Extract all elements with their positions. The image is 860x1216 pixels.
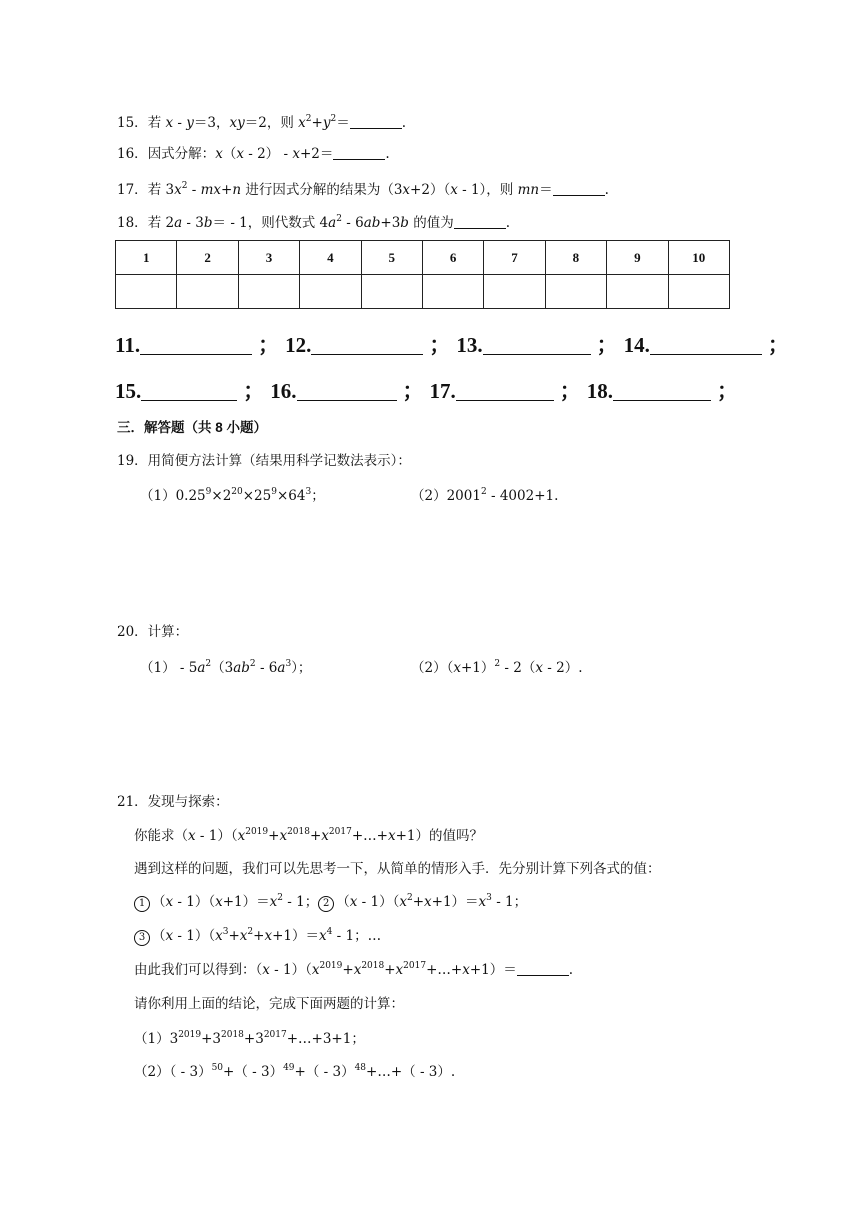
question-21-part-2: （2）（ - 3）$^{50}$+（ - 3）$^{49}$+（ - 3）$^{48}$+…+（ - 3）. xyxy=(134,1063,456,1080)
answer-blank[interactable] xyxy=(140,334,252,355)
answer-blank[interactable] xyxy=(553,182,605,196)
question-20-part-2: $(2)(x+1)^2 - 2(x - 2)$. xyxy=(411,659,583,676)
answer-line-row-2 xyxy=(115,378,744,404)
answer-table-header: 1 xyxy=(116,241,177,275)
answer-blank[interactable] xyxy=(297,380,397,401)
circled-number: 3 xyxy=(134,930,150,946)
answer-label: 13. xyxy=(456,333,483,357)
answer-blank[interactable] xyxy=(613,380,711,401)
answer-blank[interactable] xyxy=(311,334,423,355)
answer-cell[interactable] xyxy=(607,275,668,309)
answer-table-header: 6 xyxy=(422,241,483,275)
answer-table-header: 9 xyxy=(607,241,668,275)
question-21-line-4: 3 $(x - 1)(x^3+x^2+x+1)=x^4 - 1$；… xyxy=(134,927,381,946)
answer-line-row-1 xyxy=(115,332,795,358)
separator: ； xyxy=(243,379,265,403)
separator: ； xyxy=(402,379,424,403)
answer-blank[interactable] xyxy=(517,962,569,976)
answer-table-input-row xyxy=(116,275,730,309)
answer-blank[interactable] xyxy=(650,334,762,355)
answer-label: 15. xyxy=(115,379,142,403)
answer-blank[interactable] xyxy=(456,380,554,401)
answer-table-header: 7 xyxy=(484,241,545,275)
question-19-stem: 19．用简便方法计算（结果用科学记数法表示）： xyxy=(117,453,411,469)
answer-label: 14. xyxy=(623,333,650,357)
answer-blank[interactable] xyxy=(333,146,385,160)
separator: ； xyxy=(258,333,280,357)
circled-number: 2 xyxy=(318,896,334,912)
answer-table-header-row xyxy=(116,241,730,275)
answer-cell[interactable] xyxy=(545,275,606,309)
answer-blank[interactable] xyxy=(454,215,506,229)
answer-cell[interactable] xyxy=(484,275,545,309)
circled-number: 1 xyxy=(134,896,150,912)
question-16: 16．因式分解：x（x - 2） - x+2＝ . xyxy=(117,146,390,162)
answer-blank[interactable] xyxy=(141,380,237,401)
question-15: 15．若 x - y＝3，xy＝2，则 $x^2+y^2=$ . xyxy=(117,114,406,131)
answer-cell[interactable] xyxy=(300,275,361,309)
answer-table xyxy=(115,240,730,309)
question-18: 18．若 2a - 3b＝ - 1，则代数式 $4a^2 - 6ab+3b$ 的值为 . xyxy=(117,214,511,231)
separator: ； xyxy=(596,333,618,357)
answer-table-header: 2 xyxy=(177,241,238,275)
answer-cell[interactable] xyxy=(238,275,299,309)
question-20-stem: 20．计算： xyxy=(117,624,189,640)
question-19-part-2: （2）2001$^2$ - 4002+1. xyxy=(411,487,559,504)
question-21-line-5: 由此我们可以得到：$(x - 1)(x^{2019}+x^{2018}+x^{2017}+\dots+x+1)=$ . xyxy=(134,961,574,978)
question-19-part-1: $(1)0.25^9\times 2^{20}\times 25^9\times 64^3$； xyxy=(140,487,325,504)
answer-cell[interactable] xyxy=(361,275,422,309)
question-21-part-1: $(1)3^{2019}+3^{2018}+3^{2017}+\dots+3+1$； xyxy=(134,1030,365,1047)
answer-table-header: 3 xyxy=(238,241,299,275)
answer-blank[interactable] xyxy=(350,115,402,129)
question-20-part-1: $(1) - 5a^2(3ab^2 - 6a^3)$； xyxy=(140,659,312,676)
answer-cell[interactable] xyxy=(422,275,483,309)
separator: ； xyxy=(559,379,581,403)
answer-cell[interactable] xyxy=(668,275,729,309)
question-21-line-6: 请你利用上面的结论，完成下面两题的计算： xyxy=(134,996,404,1012)
question-21-stem: 21．发现与探索： xyxy=(117,794,229,810)
answer-label: 12. xyxy=(285,333,312,357)
answer-table-header: 5 xyxy=(361,241,422,275)
question-17: 17．若 $3x^2 - mx+n$ 进行因式分解的结果为（3x+2）（x - 1），则 mn＝ . xyxy=(117,181,609,198)
question-21-line-1: 你能求$(x - 1)(x^{2019}+x^{2018}+x^{2017}+\dots+x+1)$的值吗？ xyxy=(134,827,483,844)
answer-blank[interactable] xyxy=(483,334,591,355)
separator: ； xyxy=(767,333,789,357)
separator: ； xyxy=(429,333,451,357)
answer-label: 16. xyxy=(270,379,297,403)
question-21-line-3: 1 $(x - 1)(x+1)=x^2 - 1$； 2 $(x - 1)(x^2+x+1)=x^3 - 1$； xyxy=(134,893,527,912)
answer-cell[interactable] xyxy=(177,275,238,309)
answer-label: 17. xyxy=(429,379,456,403)
answer-label: 11. xyxy=(115,333,141,357)
answer-cell[interactable] xyxy=(116,275,177,309)
answer-table-header: 4 xyxy=(300,241,361,275)
answer-table-header: 8 xyxy=(545,241,606,275)
answer-label: 18. xyxy=(586,379,613,403)
section-title: 三．解答题（共 8 小题） xyxy=(117,420,268,435)
question-21-line-2: 遇到这样的问题，我们可以先思考一下，从简单的情形入手．先分别计算下列各式的值： xyxy=(134,861,661,877)
answer-table-header: 10 xyxy=(668,241,729,275)
separator: ； xyxy=(717,379,738,403)
